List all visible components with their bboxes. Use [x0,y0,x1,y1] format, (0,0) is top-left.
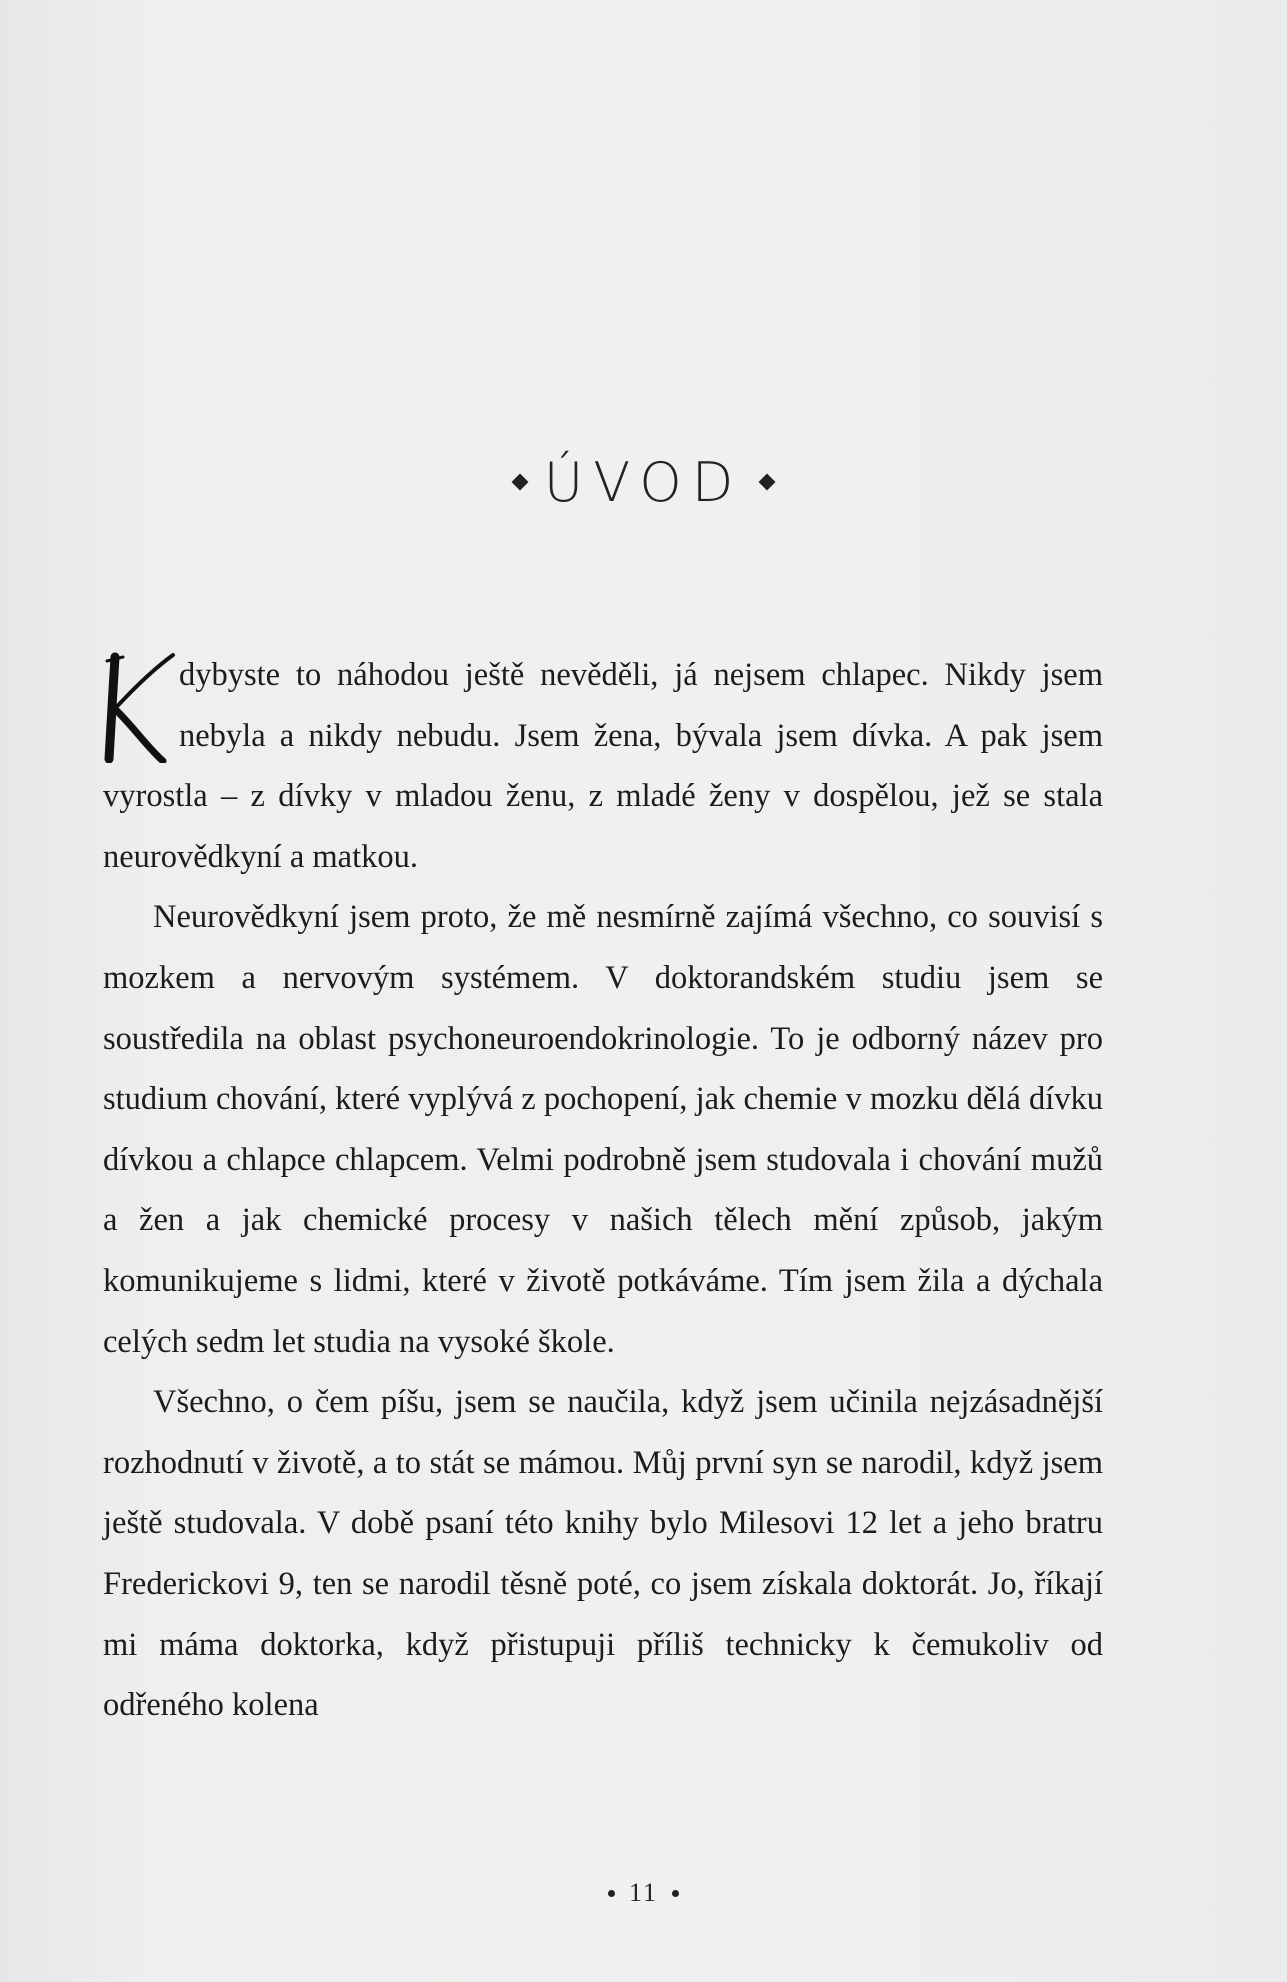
paragraph-1: K dybyste to náhodou ještě nevěděli, já nejsem chlapec. Nikdy jsem nebyla a nikdy nebudu. Jsem žena, bývala jsem dívka. A pak jsem vyrostla – z dívky v mladou ženu, z mladé ženy v dospělou, jež se stala neurovědkyní a matkou. [101,651,1103,875]
body-text [103,645,1103,1736]
diamond-ornament-icon [511,474,528,491]
diamond-ornament-icon [759,474,776,491]
dot-ornament-icon [608,1890,615,1897]
dropcap-k-icon [101,651,177,763]
chapter-title: ÚVOD [543,451,744,514]
svg-text:K: K [101,651,102,652]
dot-ornament-icon [672,1890,679,1897]
page-number: 11 [628,1878,659,1907]
page-footer [0,1878,1287,1908]
dropcap [101,651,177,763]
paragraph-2: Neurovědkyní jsem proto, že mě nesmírně zajímá všechno, co souvisí s mozkem a nervovým systémem. V doktorandském studiu jsem se soustředila na oblast psychoneuroendokrinologie. To je odborný název pro studium chování, které vyplývá z pochopení, jak chemie v mozku dělá dívku dívkou a chlapce chlapcem. Velmi podrobně jsem studovala i chování mužů a žen a jak chemické procesy v našich tělech mění způsob, jakým komunikujeme s lidmi, které v životě potkáváme. Tím jsem žila a dýchala celých sedm let studia na vysoké škole. [103,899,1103,1360]
chapter-heading [0,452,1287,514]
paragraph-3: Všechno, o čem píšu, jsem se naučila, když jsem učinila nejzásadnější rozhodnutí v životě, a to stát se mámou. Můj první syn se narodil, když jsem ještě studovala. V době psaní této knihy bylo Milesovi 12 let a jeho bratru Frederickovi 9, ten se narodil těsně poté, co jsem získala doktorát. Jo, říkají mi máma doktorka, když přistupuji příliš technicky k čemukoliv od odřeného kolena [103,1384,1103,1724]
